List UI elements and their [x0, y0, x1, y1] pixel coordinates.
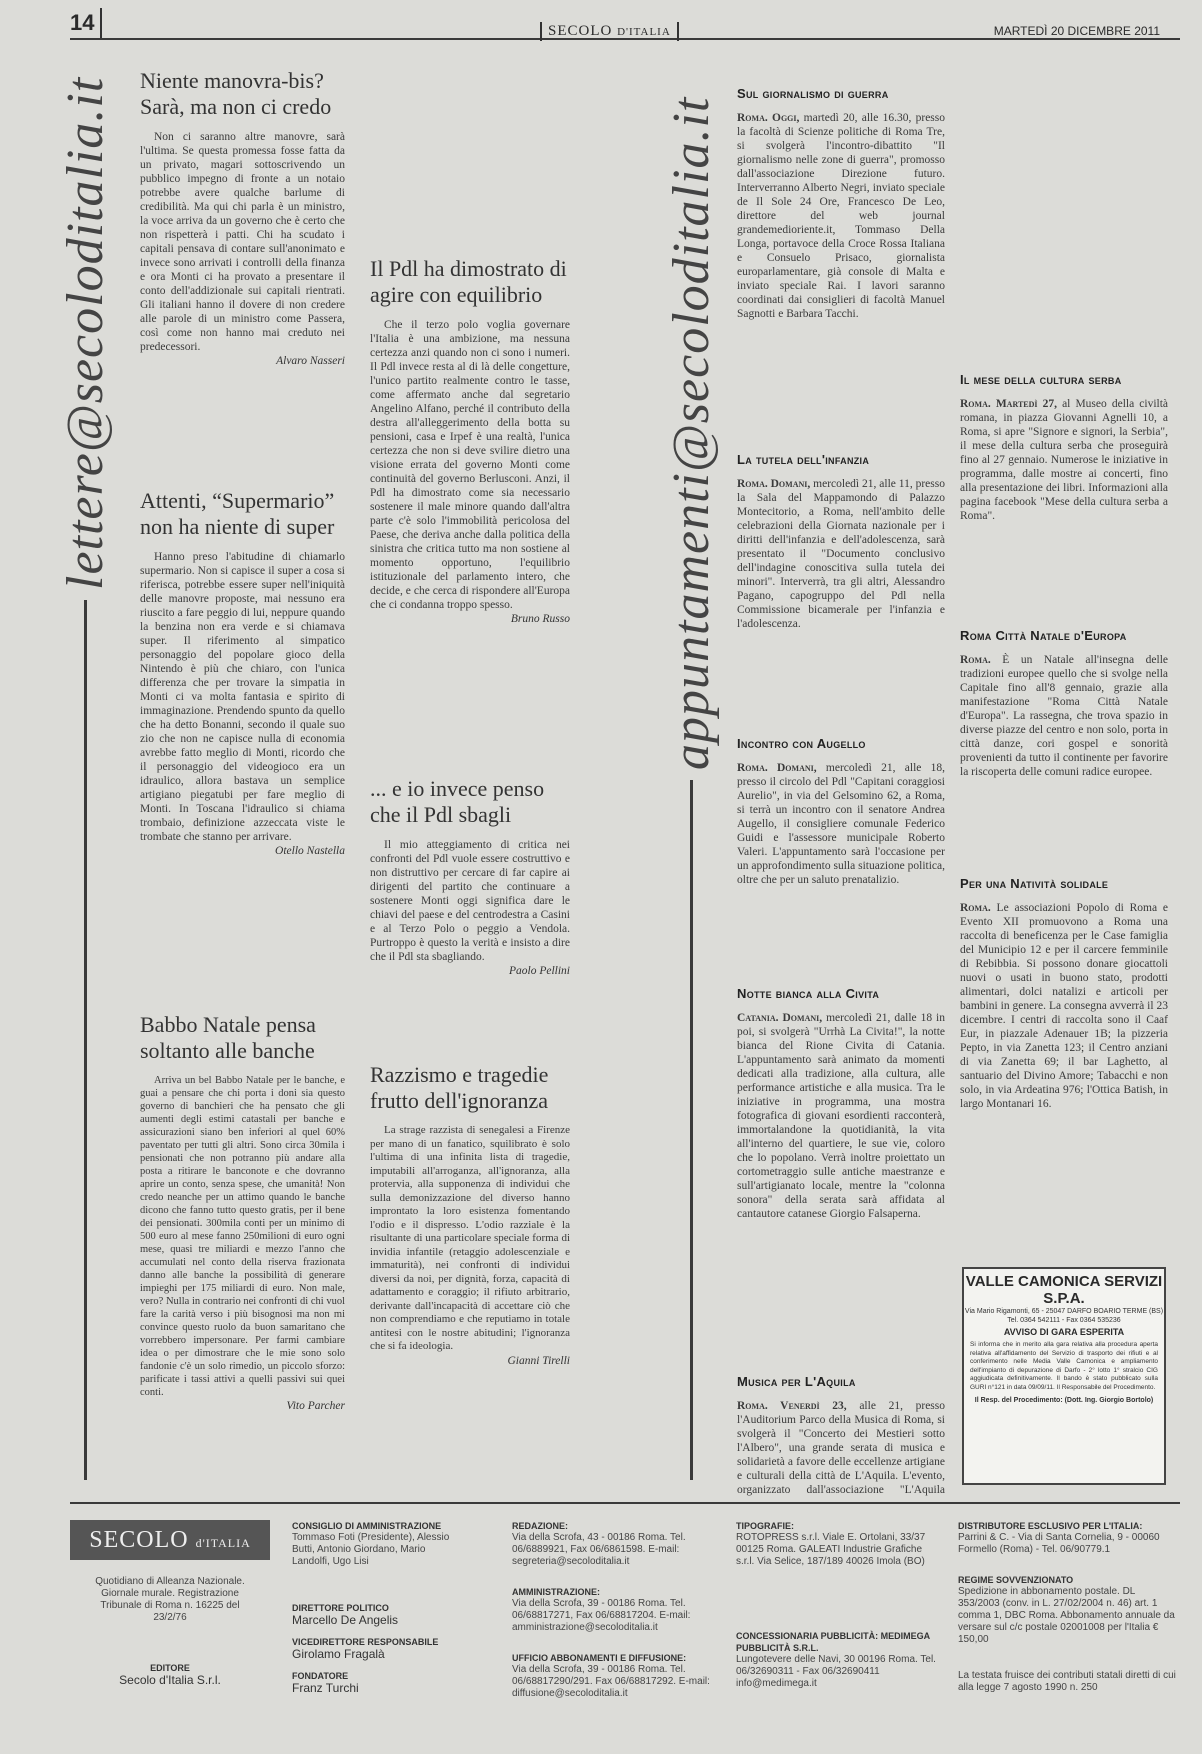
- event-2: [737, 452, 945, 631]
- footer-admin-text: Via della Scrofa, 39 - 00186 Roma. Tel. 06/68817271, Fax 06/68817204. E-mail: amministrazione@secoloditalia.it: [512, 1598, 691, 1633]
- ad-notice-title: AVVISO DI GARA ESPERITA: [1003, 1327, 1125, 1337]
- event-body: [737, 761, 945, 887]
- event-5: [737, 1374, 945, 1499]
- letter-body: Arriva un bel Babbo Natale per le banche, e guai a pensare che chi porta i doni sia questo governo di banchieri che ha pensato che gli aumenti degli estimi catastali per banche e assicurazioni siano ben inferiori al quel 60% paventato per tutti gli altri. Sono circa 30mila i pensionati che non potranno più andare alla posta a ritirare le banconote e che dovranno aprire un conto, senza spese, che umanità! Non credo neanche per un attimo quando le banche dicono che fanno tutto questo gratis, per il bene dei pensionati. 300mila conti per un minimo di 500 euro al mese fanno 250milioni di euro ogni mese, quasi tre miliardi e mezzo l'anno che accumulati nel conto della riserva frazionata danno alle banche la possibilità di generare impieghi per 175 miliardi di euro. Non male, vero? Nulla in contrario nei confronti di chi vuol fare la carità verso i più bisognosi ma non mi convince questo ruolo da buon samaritano che vorrebbero impersonare. Per farmi cambiare idea o per dimostrare che le mie sono solo fandonie c'è un solo rimedio, un piccolo sforzo: parificate i tassi attivi a quelli passivi sui quei conti.: [140, 1075, 345, 1398]
- letter-title: Il Pdl ha dimostrato di agire con equilibrio: [370, 256, 567, 307]
- event-1: [737, 86, 945, 321]
- masthead-title: SECOLO: [548, 23, 613, 39]
- event-lead: Roma. Venerdì 23,: [737, 1400, 847, 1412]
- footer-ads-label: CONCESSIONARIA PUBBLICITÀ: MEDIMEGA PUBBLICITÀ S.R.L.: [736, 1631, 930, 1653]
- ad-text: Si informa che in merito alla gara relativa alla procedura aperta relativa all'affidamento del Servizio di trasporto dei rifiuti e al conferimento nelle Media Valle Camonica e ampliamento dell'impianto di depurazione di Darfo - 2° lotto 1° stralcio CIG aggiudicata definitivamente. Il bando è stato pubblicato sulla GURI n°121 in data 09/09/11. Il Responsabile del Procedimento.: [970, 1341, 1158, 1391]
- event-body: [737, 1399, 945, 1499]
- footer-admin: [512, 1586, 712, 1634]
- event-8: [960, 876, 1168, 1111]
- event-title: Roma Città Natale d'Europa: [960, 628, 1127, 643]
- event-text: al Museo della civiltà romana, in piazza Giovanni Agnelli 10, a Roma, si apre "Signore e signori, la Serbia", il mese della cultura serba che proseguirà fino al 27 gennaio. Numerose le iniziative in programma, dalle mostre ai concerti, fino alla presentazione dei libri. Informazioni alla pagina facebook "Mese della cultura serba a Roma".: [960, 398, 1169, 522]
- colophon: [70, 1520, 1180, 1720]
- event-lead: Roma. Oggi,: [737, 112, 800, 124]
- letter-6: [370, 1062, 570, 1369]
- footer-note: La testata fruisce dei contributi statali diretti di cui alla legge 7 agosto 1990 n. 250: [958, 1670, 1176, 1693]
- event-7: [960, 628, 1168, 779]
- event-title: Incontro con Augello: [737, 736, 866, 751]
- letter-title: Razzismo e tragedie frutto dell'ignoranza: [370, 1062, 549, 1113]
- page-number: 14: [70, 8, 102, 38]
- event-title: Il mese della cultura serba: [960, 372, 1122, 387]
- footer-redazione: [512, 1520, 712, 1568]
- event-text: mercoledì 21, alle 18, presso il circolo del Pdl "Capitani coraggiosi Aurelio", in via del Gelsomino 62, a Roma, si terrà un incontro con il senatore Andrea Augello, il consigliere comunale Federico Guidi e l'assessore municipale Roberto Valeri. L'appuntamento sarà l'occasione per un approfondimento sulla situazione politica, oltre che per un saluto prenatalizio.: [737, 762, 946, 886]
- event-6: [960, 372, 1168, 523]
- footer-redazione-label: REDAZIONE:: [512, 1521, 568, 1531]
- letter-author: Vito Parcher: [286, 1400, 345, 1412]
- footer-subs-label: UFFICIO ABBONAMENTI E DIFFUSIONE:: [512, 1653, 687, 1663]
- footer-printers: [736, 1520, 936, 1568]
- footer-logo-suffix: d'ITALIA: [195, 1536, 251, 1550]
- ad-phone: Tel. 0364 542111 - Fax 0364 535236: [1007, 1317, 1121, 1324]
- footer-publisher-name: Secolo d'Italia S.r.l.: [119, 1673, 221, 1687]
- event-4: [737, 986, 945, 1221]
- event-title: Notte bianca alla Civita: [737, 986, 880, 1001]
- ad-address: Via Mario Rigamonti, 65 - 25047 DARFO BOARIO TERME (BS): [964, 1308, 1164, 1315]
- ad-signature: Il Resp. del Procedimento: (Dott. Ing. Giorgio Bortolo): [974, 1397, 1154, 1404]
- letter-2: [140, 488, 345, 859]
- letter-body: Il mio atteggiamento di critica nei confronti del Pdl vuole essere costruttivo e non distruttivo per cercare di far capire ai dirigenti del partito che continuare a sostenere Monti oggi significa dare le chiavi del paese e del centrodestra a Casini e al Terzo Polo o peggio a Vendola. Purtroppo è questo la verità e insisto a dire che il Pdl sta sbagliando.: [370, 839, 570, 963]
- event-text: mercoledì 21, alle 11, presso la Sala del Mappamondo di Palazzo Montecitorio, a Roma, nell'ambito delle celebrazioni della Giornata nazionale per i diritti dell'infanzia e dell'adolescenza, sarà presentato il "Documento conclusivo dell'indagine conoscitiva sulla tutela dei minori". Interverrà, tra gli altri, Alessandro Pagano, capogruppo del Pdl nella Commissione bicamerale per l'infanzia e l'adolescenza.: [737, 478, 945, 630]
- footer-subscriptions: [512, 1652, 712, 1700]
- letter-3: [140, 1012, 345, 1414]
- side-rule-left: [84, 600, 87, 1480]
- issue-date: MARTEDÌ 20 DICEMBRE 2011: [993, 24, 1160, 38]
- side-rule-right: [690, 780, 693, 1480]
- footer-board-label: CONSIGLIO DI AMMINISTRAZIONE: [292, 1521, 442, 1531]
- footer-vice-name: Girolamo Fragalà: [292, 1647, 385, 1661]
- event-title: Sul giornalismo di guerra: [737, 86, 889, 101]
- footer-print-text: ROTOPRESS s.r.l. Viale E. Ortolani, 33/37 00125 Roma. GALEATI Industrie Grafiche s.r.l. Via Selice, 187/189 40026 Imola (BO): [736, 1532, 926, 1567]
- footer-subs-text: Via della Scrofa, 39 - 00186 Roma. Tel. 06/68817290/291. Fax 06/68817292. E-mail: diffusione@secoloditalia.it: [512, 1664, 710, 1699]
- footer-publisher-label: EDITORE: [150, 1663, 190, 1673]
- letter-title: Attenti, “Supermario” non ha niente di super: [140, 488, 335, 539]
- footer-publisher: [90, 1662, 250, 1686]
- footer-dist-label: DISTRIBUTORE ESCLUSIVO PER L'ITALIA:: [958, 1521, 1143, 1531]
- footer-board-names: Tommaso Foti (Presidente), Alessio Butti, Antonio Giordano, Mario Landolfi, Ugo Lisi: [292, 1532, 450, 1567]
- footer-reg-text: Spedizione in abbonamento postale. DL 353/2003 (conv. in L. 27/02/2004 n. 46) art. 1 comma 1, DBC Roma. Abbonamento annuale da versare sul c/c postale 02001008 per l'Italia € 150,00: [958, 1586, 1175, 1645]
- footer-director-label: DIRETTORE POLITICO: [292, 1603, 389, 1613]
- letter-5: [370, 776, 570, 979]
- footer-director: [292, 1602, 462, 1626]
- footer-tagline: Quotidiano di Alleanza Nazionale. Giornale murale. Registrazione Tribunale di Roma n. 16225 del 23/2/76: [95, 1576, 245, 1623]
- letter-author: Alvaro Nasseri: [276, 355, 345, 367]
- event-body: [737, 111, 945, 321]
- footer-board: [292, 1520, 462, 1568]
- letter-1: [140, 68, 345, 369]
- event-lead: Roma. Domani,: [737, 762, 817, 774]
- event-lead: Roma. Domani,: [737, 478, 811, 490]
- event-text: martedì 20, alle 16.30, presso la facoltà di Scienze politiche di Roma Tre, si svolgerà l'incontro-dibattito "Il giornalismo nelle zone di guerra", promosso dall'associazione Direzione futuro. Interverranno Alberto Negri, inviato speciale de Il Sole 24 Ore, Francesco De Leo, direttore del web journal grandemedioriente.it, Tommaso Della Longa, portavoce della Croce Rossa Italiana e Consuelo Prisaco, giornalista europarlamentare, già console di Malta e inviato speciale Rai. I lavori saranno coordinati dai consiglieri di facoltà Manuel Sagnotti e Barbara Tacchi.: [737, 112, 946, 320]
- footer-founder-name: Franz Turchi: [292, 1681, 359, 1695]
- letter-title: ... e io invece penso che il Pdl sbagli: [370, 776, 545, 827]
- footer-founder-label: FONDATORE: [292, 1671, 349, 1681]
- letter-body: La strage razzista di senegalesi a Firenze per mano di un fanatico, squilibrato è solo l'ultima di una infinita lista di tragedie, imputabili all'arroganza, all'ignoranza, alla protervia, alla supponenza di individui che sulla demonizzazione del diverso hanno improntato la loro esistenza fomentando l'odio e il dispresso. L'odio razziale è la risultante di una particolare speciale forma di invidia infantile (retaggio adolescenziale e immaturità), nei confronti di individui diversi da noi, per dignità, forza, capacità di adattamento e coraggio; il rifiuto arbitrario, derivante dall'incapacità di accettare ciò che non comprendiamo e che reputiamo in totale antitesi con le nostre abitudini; l'ignoranza che si fa ideologia.: [370, 1124, 570, 1352]
- side-label-appointments: appuntamenti@secoloditalia.it: [663, 96, 720, 770]
- letter-author: Bruno Russo: [510, 613, 570, 625]
- footer-ads-text: Lungotevere delle Navi, 30 00196 Roma. Tel. 06/32690311 - Fax 06/32690411 info@medimega.it: [736, 1654, 936, 1689]
- footer-rule: [70, 1502, 1180, 1504]
- footer-advertising: [736, 1630, 936, 1690]
- event-text: È un Natale all'insegna delle tradizioni europee quello che si svolge nella Capitale fino all'8 gennaio, grazie alla manifestazione "Roma Città Natale d'Europa". La rassegna, che trova spazio in diverse piazze del centro e non solo, porta in città danze, cori gospel e sonorità provenienti da tutto il continente per favorire la riscoperta delle comuni radice europee.: [960, 654, 1169, 778]
- masthead: [540, 22, 679, 41]
- event-title: La tutela dell'infanzia: [737, 452, 870, 467]
- event-lead: Catania. Domani,: [737, 1012, 823, 1024]
- footer-print-label: TIPOGRAFIE:: [736, 1521, 794, 1531]
- letter-author: Gianni Tirelli: [507, 1354, 570, 1367]
- footer-redazione-text: Via della Scrofa, 43 - 00186 Roma. Tel. 06/6889921, Fax 06/6861598. E-mail: segreteria@secoloditalia.it: [512, 1532, 686, 1567]
- event-3: [737, 736, 945, 887]
- event-body: [960, 653, 1168, 779]
- tender-notice-ad: [962, 1267, 1166, 1485]
- event-text: mercoledì 21, dalle 18 in poi, si svolgerà "Urrhà La Civita!", la notte bianca del Rione Civita di Catania. L'appuntamento sarà animato da momenti dedicati alla tradizione, alla cultura, alle performance artistiche e alla musica. Tra le iniziative in programma, una mostra fotografica di giovani esordienti racconterà, immortalandone la quotidianità, la vita all'interno del quartiere, le sue vie, coloro che lo popolano. Verrà inoltre proiettato un cortometraggio sulle antiche maestranze e sull'artigianato locale, mentre la "colonna sonora" della serata sarà affidata al cantautore catanese Giorgio Falsaperna.: [737, 1012, 945, 1220]
- footer-dist-text: Parrini & C. - Via di Santa Cornelia, 9 - 00060 Formello (Roma) - Tel. 06/90779.1: [958, 1532, 1160, 1555]
- footer-distributor: [958, 1520, 1178, 1556]
- letter-body: Non ci saranno altre manovre, sarà l'ultima. Se questa promessa fosse fatta da un privato, magari sottoscrivendo un pubblico impegno di fronte a un notaio potrebbe avere qualche barlume di credibilità. Ma qui chi parla è un ministro, la voce arriva da un governo che è certo che non rispetterà i patti. Chi ha scudato i capitali pensava di contare sull'anonimato e invece sono arrivati i controlli della finanza e ora Monti ci ha provato a presentare il conto dell'addizionale sui capitali rientrati. Gli italiani hanno il dovere di non credere alle parole di un ministro come Passera, così come non hanno mai creduto nei predecessori.: [140, 131, 345, 353]
- footer-director-name: Marcello De Angelis: [292, 1613, 399, 1627]
- footer-reg-label: REGIME SOVVENZIONATO: [958, 1575, 1074, 1585]
- footer-admin-label: AMMINISTRAZIONE:: [512, 1587, 600, 1597]
- footer-vice-label: VICEDIRETTORE RESPONSABILE: [292, 1637, 439, 1647]
- event-lead: Roma.: [960, 902, 991, 914]
- letter-body: Hanno preso l'abitudine di chiamarlo supermario. Non si capisce il super a cosa si riferisca, potrebbe essere super nell'iniquità delle manovre proposte, mai nessuno era riuscito a fare peggio di lui, neppure quando la benzina non era verde e si chiamava super. Il riferimento al simpatico personaggio del popolare gioco della Nintendo è più che chiaro, con l'unica differenza che per trovare la simpatia in Monti ci va molta fantasia e spirito di immaginazione. Prendendo spunto da quello che ha detto Bonanni, secondo il quale suo zio che non ne capisce nulla di economia avrebbe fatto meglio di Monti, ricordo che il personaggio del videogioco era un idraulico, allora bastava un semplice artigiano piegatubi per fare meglio di Monti. In Toscana l'idraulico si chiama trombaio, definizione azzeccata viste le trombate che stanno per arrivare.: [140, 551, 345, 843]
- event-body: [737, 1011, 945, 1221]
- event-title: Per una Natività solidale: [960, 876, 1109, 891]
- letter-body: Che il terzo polo voglia governare l'Italia è una ambizione, ma nessuna certezza anzi quando non ci sono i numeri. Il Pdl invece resta al di là delle congetture, l'unico partito realmente contro le tasse, come affermato anche dal segretario Angelino Alfano, perché il contributo della destra all'alleggerimento della botta su pensioni, casa e Irpef è una realtà, l'unica certezza che non si deve svilire dietro una visione errata del governo Monti come continuità del governo Berlusconi. Anzi, il Pdl ha dimostrato come sia necessario sostenere il male minore quando dall'altra parte c'è solo l'immobilità pericolosa del Paese, che deriva anche dalla politica della sinistra che critica tutto ma non sostiene al momento opportuno, l'equilibrio istituzionale del parlamento intero, che decide, e che cerca di rispondere all'Europa che ci condanna troppo spesso.: [370, 319, 570, 611]
- letter-author: Paolo Pellini: [508, 965, 570, 977]
- footer-logo: [70, 1520, 270, 1560]
- event-text: Le associazioni Popolo di Roma e Evento XII promuovono a Roma una raccolta di beneficenza per le Case famiglia del Municipio 12 e per il carcere femminile di Rebibbia. Si possono donare giocattoli nuovi o usati in buono stato, prodotti alimentari, dolci natalizi e articoli per bambini in genere. La consegna avverrà il 23 dicembre. I centri di raccolta sono il Caaf Eur, in piazzale Adenauer 1B; la pizzeria Pepto, in via Zanetta 123; il Centro anziani di via Zanetta 69; il bar Laghetto, al santuario del Divino Amore; Tabacchi e non solo, in via Ardeatina 976; l'Ottica Batish, in largo Montanari 16.: [960, 902, 1168, 1110]
- event-body: [960, 397, 1168, 523]
- side-label-letters: lettere@secoloditalia.it: [57, 76, 114, 590]
- event-lead: Roma.: [960, 654, 991, 666]
- footer-vice: [292, 1636, 462, 1660]
- event-body: [737, 477, 945, 631]
- footer-regime: [958, 1574, 1178, 1646]
- event-body: [960, 901, 1168, 1111]
- event-title: Musica per L'Aquila: [737, 1374, 856, 1389]
- event-text: alle 21, presso l'Auditorium Parco della Musica di Roma, si svolgerà il "Concerto dei Mestieri sotto l'Albero", una grande serata di musica e solidarietà a favore delle eccellenze artigiane e culturali della città de L'Aquila. L'evento, organizzato dall'associazione "L'Aquila: [737, 1400, 945, 1496]
- letter-title: Babbo Natale pensa soltanto alle banche: [140, 1012, 316, 1063]
- masthead-suffix: D'ITALIA: [617, 26, 671, 38]
- letter-title: Niente manovra-bis? Sarà, ma non ci credo: [140, 68, 332, 119]
- ad-company: VALLE CAMONICA SERVIZI S.P.A.: [965, 1273, 1163, 1307]
- footer-logo-title: SECOLO: [89, 1527, 189, 1553]
- footer-founder: [292, 1670, 462, 1694]
- event-lead: Roma. Martedì 27,: [960, 398, 1057, 410]
- letter-4: [370, 256, 570, 627]
- letter-author: Otello Nastella: [275, 845, 345, 857]
